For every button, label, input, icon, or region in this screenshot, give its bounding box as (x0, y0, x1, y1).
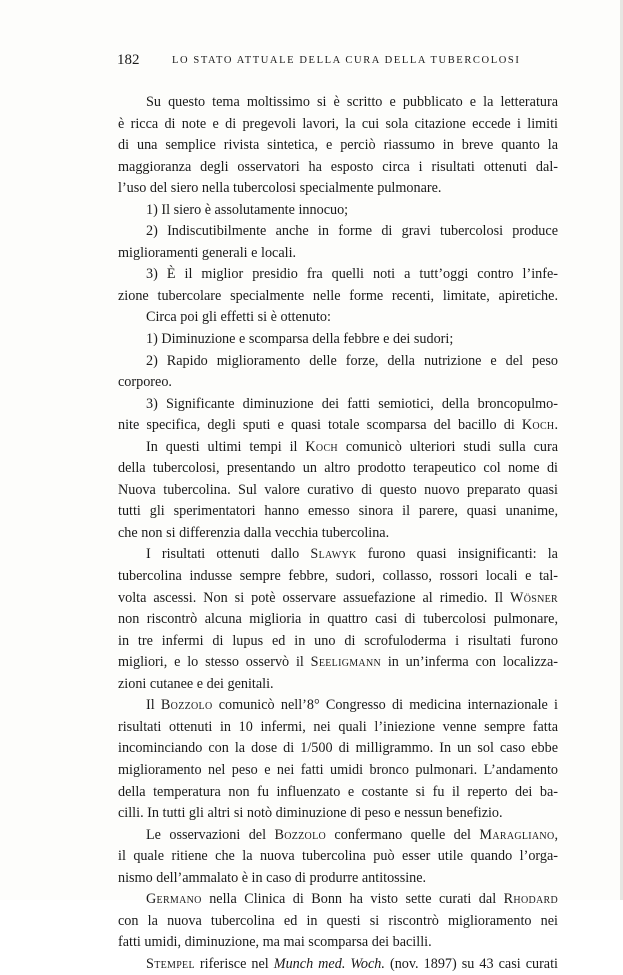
author-name: Rhodard (503, 891, 558, 908)
text-line: zione tubercolare specialmente nelle forme recenti, limitate, apiretiche. (118, 287, 558, 304)
text-line: Circa poi gli effetti si è ottenuto: (146, 309, 331, 326)
author-name: Stempel (146, 955, 195, 972)
text-line: incominciando con la dose di 1/500 di milligrammo. In un sol caso ebbe (118, 740, 558, 757)
text-line: l’uso del siero nella tubercolosi specialmente pulmonare. (118, 180, 442, 197)
text-line: è ricca di note e di pregevoli lavori, la cui sola citazione eccede i limiti (118, 115, 558, 132)
text-line: miglioramento nel peso e nei fatti umidi bronco pulmonari. L’andamento (118, 761, 558, 778)
text-line: tubercolina indusse sempre febbre, sudori, collasso, rossori locali e tal- (118, 568, 558, 585)
text-line: cilli. In tutti gli altri si notò diminuzione di peso e nessun benefizio. (118, 805, 503, 822)
author-name: Koch (305, 438, 338, 455)
text-line: nismo dell’ammalato è in caso di produrre antitossine. (118, 869, 427, 886)
text-line: tutti gli sperimentatori hanno emesso sinora il parere, quasi unanime, (118, 503, 558, 520)
author-name: Koch (521, 417, 555, 434)
list-item: 1) Diminuzione e scomparsa della febbre e dei sudori; (146, 331, 454, 348)
author-name: Slawyk (310, 546, 357, 563)
text-line: In questi ultimi tempi il Koch comunicò ulteriori studi sulla cura (146, 438, 558, 455)
text-line: nite specifica, degli sputi e quasi totale scomparsa del bacillo di Koch. (118, 417, 558, 434)
text-line: risultati ottenuti in 10 infermi, nei quali l’iniezione venne sempre fatta (118, 718, 558, 735)
page-header (117, 52, 557, 74)
text-line: maggioranza degli osservatori ha esposto circa i risultati ottenuti dal- (118, 158, 558, 175)
text-line: Su questo tema moltissimo si è scritto e pubblicato e la letteratura (146, 94, 558, 110)
author-name: Maragliano (479, 826, 555, 843)
text-line: volta ascessi. Non si potè osservare assuefazione al rimedio. Il Wösner (118, 589, 558, 606)
list-item: 3) È il miglior presidio fra quelli noti a tutt’oggi contro l’infe- (146, 266, 558, 283)
running-title: LO STATO ATTUALE DELLA CURA DELLA TUBERCOLOSI (172, 55, 521, 66)
text-line: il quale ritiene che la nuova tubercolina può esser utile quando l’orga- (118, 848, 558, 865)
text-line: Nuova tubercolina. Sul valore curativo di questo nuovo preparato quasi (118, 481, 558, 498)
text-line: migliori, e lo stesso osservò il Seeligmann in un’inferma con localizza- (118, 654, 558, 671)
text-line: con la nuova tubercolina ed in questi si riscontrò miglioramento nei (118, 912, 558, 929)
text-line: Le osservazioni del Bozzolo confermano quelle del Maragliano, (146, 826, 558, 843)
text-line: che non si differenzia dalla vecchia tubercolina. (118, 524, 390, 541)
list-item: 3) Significante diminuzione dei fatti semiotici, della broncopulmo- (146, 395, 558, 412)
author-name: Germano (146, 891, 202, 908)
text-line: Il Bozzolo comunicò nell’8° Congresso di medicina internazionale i (146, 697, 558, 714)
page-number: 182 (117, 52, 140, 68)
text-line: corporeo. (118, 374, 172, 391)
text-line: zioni cutanee e dei genitali. (118, 675, 274, 692)
author-name: Seeligmann (310, 654, 381, 671)
text-line: in tre infermi di lupus ed in uno di scrofuloderma i risultati furono (118, 632, 558, 649)
text-line: non riscontrò alcuna miglioria in quattro casi di tubercolosi pulmonare, (118, 611, 558, 628)
list-item: 2) Indiscutibilmente anche in forme di gravi tubercolosi produce (146, 223, 558, 240)
list-item: 2) Rapido miglioramento delle forze, della nutrizione e del peso (146, 352, 558, 369)
author-name: Bozzolo (160, 697, 213, 714)
text-line: Stempel riferisce nel Munch med. Woch. (nov. 1897) su 43 casi curati (146, 955, 558, 972)
text-line: della temperatura non fu influenzato e costante si fu il reperto dei ba- (118, 783, 558, 800)
author-name: Bozzolo (274, 826, 327, 843)
text-line: di una semplice rivista sintetica, e perciò riassumo in breve quanto la (118, 137, 558, 154)
author-name: Wösner (510, 589, 558, 606)
journal-title: Munch med. Woch. (273, 955, 385, 972)
text-line: della tubercolosi, presentando un altro prodotto terapeutico col nome di (118, 460, 558, 477)
text-line: I risultati ottenuti dallo Slawyk furono quasi insignificanti: la (146, 546, 558, 563)
text-line: miglioramenti generali e locali. (118, 244, 297, 261)
text-line: Germano nella Clinica di Bonn ha visto sette curati dal Rhodard (146, 891, 558, 908)
text-line: fatti umidi, diminuzione, ma mai scomparsa dei bacilli. (118, 934, 432, 951)
list-item: 1) Il siero è assolutamente innocuo; (146, 201, 349, 218)
body-text (118, 92, 558, 975)
